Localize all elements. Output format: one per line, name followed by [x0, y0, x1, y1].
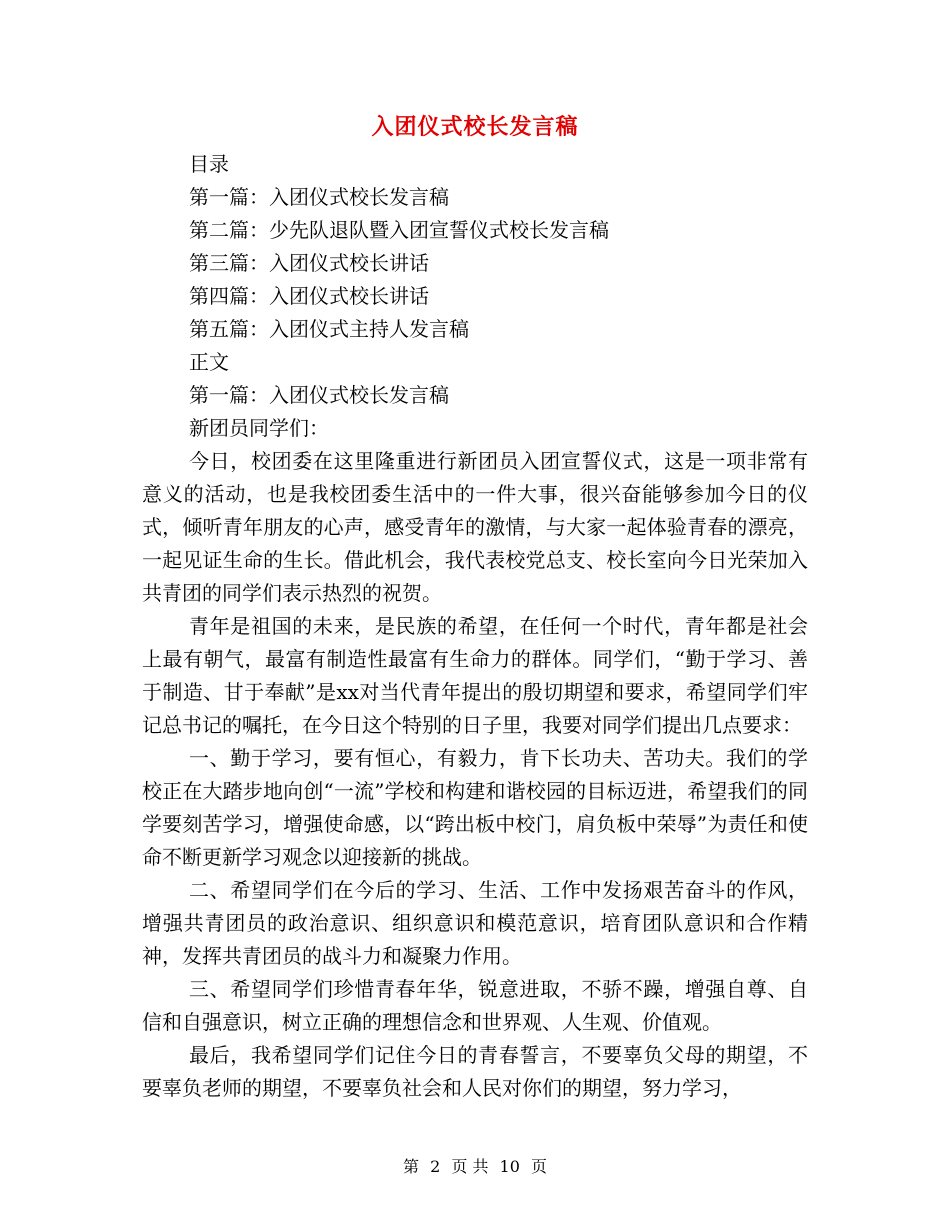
toc-item: 第一篇：入团仪式校长发言稿	[189, 185, 449, 209]
section-title: 第一篇：入团仪式校长发言稿	[189, 383, 449, 407]
document-body	[142, 148, 808, 1105]
greeting: 新团员同学们：	[189, 416, 329, 440]
body-paragraph: 青年是祖国的未来，是民族的希望，在任何一个时代，青年都是社会上最有朝气，最富有制造性最富有生命力的群体。同学们，“勤于学习、善于制造、甘于奉献”是xx对当代青年提出的殷切期望和要求，希望同学们牢记总书记的嘱托，在今日这个特别的日子里，我要对同学们提出几点要求：	[142, 614, 808, 737]
toc-item: 第三篇：入团仪式校长讲话	[189, 251, 429, 275]
body-paragraph: 最后，我希望同学们记住今日的青春誓言，不要辜负父母的期望，不要辜负老师的期望，不要辜负社会和人民对你们的期望，努力学习，	[142, 1043, 808, 1100]
body-heading: 正文	[189, 350, 229, 374]
footer-middle: 页 共	[451, 1157, 489, 1176]
body-paragraph: 一、勤于学习，要有恒心，有毅力，肯下长功夫、苦功夫。我们的学校正在大踏步地向创“一流”学校和构建和谐校园的目标迈进，希望我们的同学要刻苦学习，增强使命感，以“跨出板中校门，肩负板中荣辱”为责任和使命不断更新学习观念以迎接新的挑战。	[142, 746, 808, 869]
toc-item: 第四篇：入团仪式校长讲话	[189, 284, 429, 308]
body-paragraph: 今日，校团委在这里隆重进行新团员入团宣誓仪式，这是一项非常有意义的活动，也是我校团委生活中的一件大事，很兴奋能够参加今日的仪式，倾听青年朋友的心声，感受青年的激情，与大家一起体验青春的漂亮，一起见证生命的生长。借此机会，我代表校党总支、校长室向今日光荣加入共青团的同学们表示热烈的祝贺。	[142, 449, 808, 605]
footer-current-page: 2	[430, 1157, 441, 1176]
footer-total-pages: 10	[499, 1157, 520, 1176]
document-title: 入团仪式校长发言稿	[371, 114, 579, 140]
body-paragraph: 三、希望同学们珍惜青春年华，锐意进取，不骄不躁，增强自尊、自信和自强意识，树立正确的理想信念和世界观、人生观、价值观。	[142, 977, 808, 1034]
body-paragraph: 二、希望同学们在今后的学习、生活、工作中发扬艰苦奋斗的作风，增强共青团员的政治意识、组织意识和模范意识，培育团队意识和合作精神，发挥共青团员的战斗力和凝聚力作用。	[142, 878, 808, 968]
footer-prefix: 第	[402, 1157, 419, 1176]
page-footer	[0, 1154, 950, 1177]
footer-suffix: 页	[531, 1157, 548, 1176]
toc-heading: 目录	[189, 152, 229, 176]
toc-item: 第五篇：入团仪式主持人发言稿	[189, 317, 469, 341]
toc-item: 第二篇：少先队退队暨入团宣誓仪式校长发言稿	[189, 218, 609, 242]
